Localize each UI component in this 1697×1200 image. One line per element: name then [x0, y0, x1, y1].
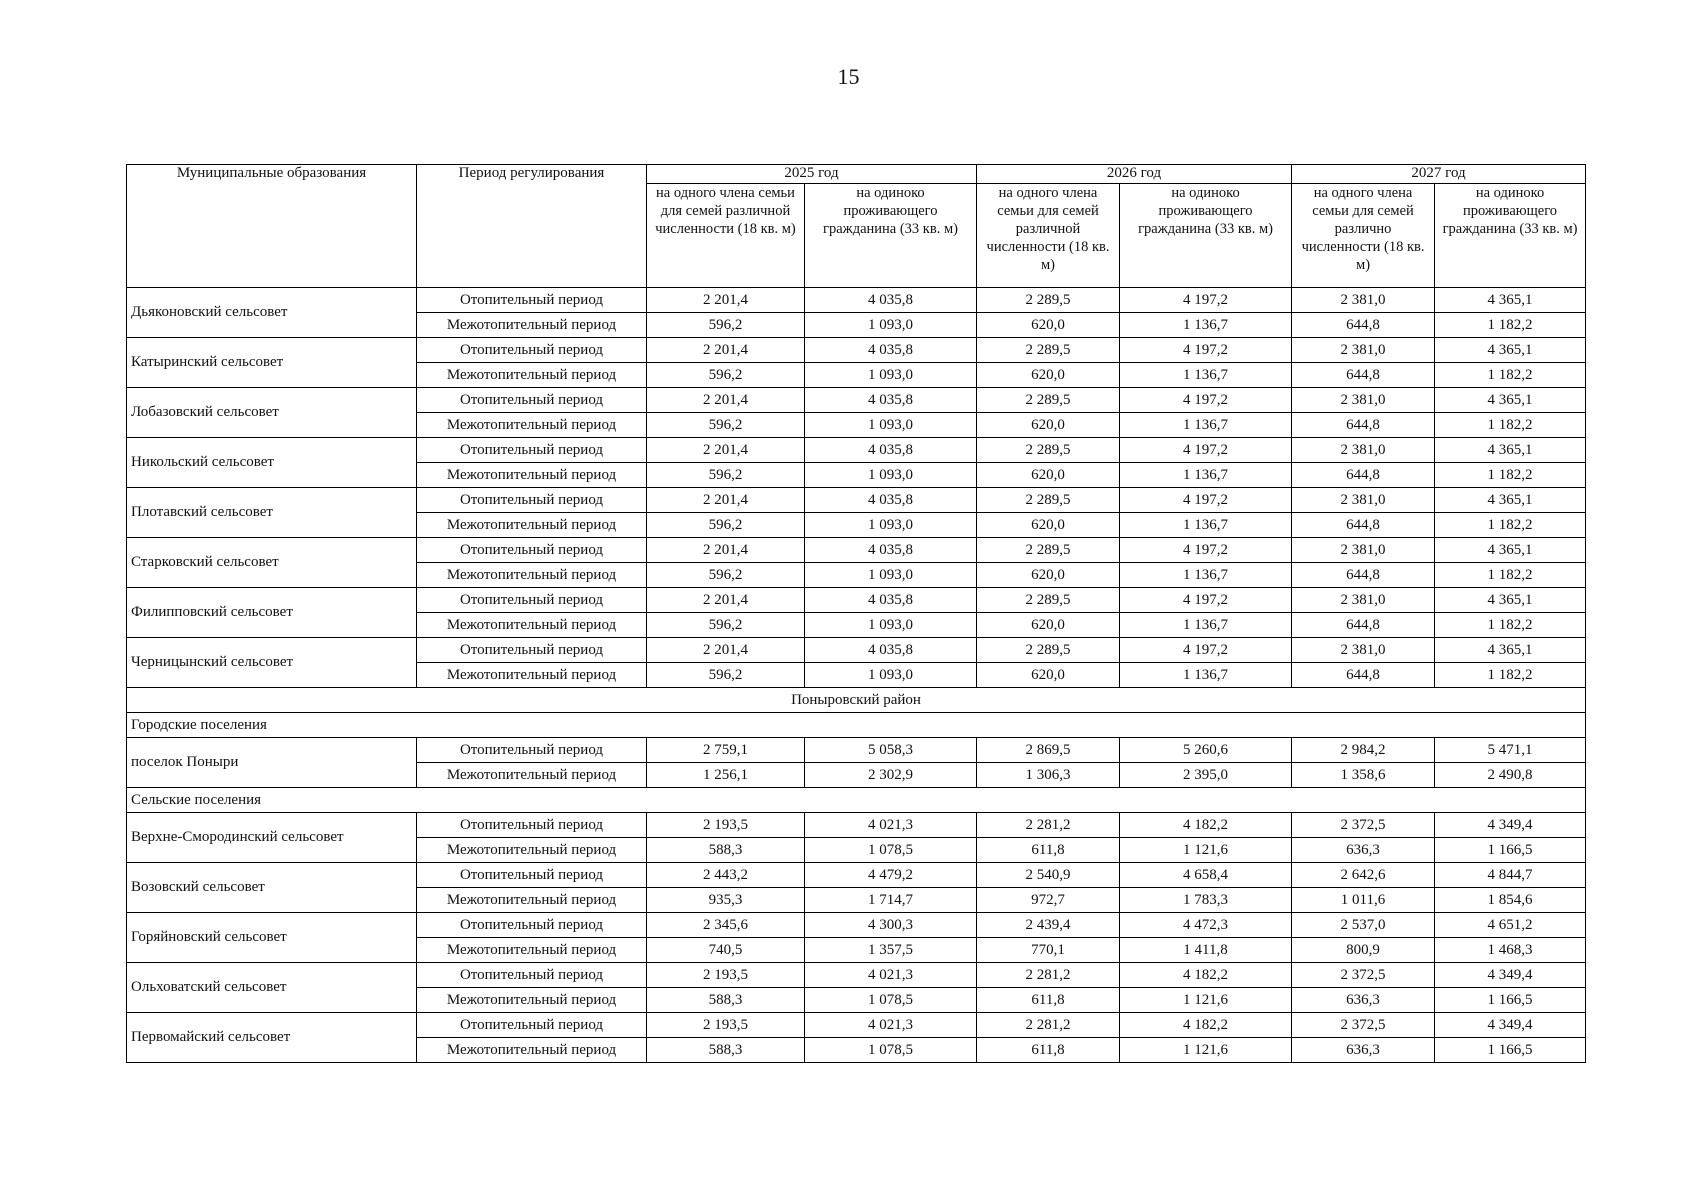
value-cell: 4 365,1 — [1435, 438, 1586, 463]
municipality-name: Катыринский сельсовет — [127, 338, 417, 388]
value-cell: 1 256,1 — [647, 763, 805, 788]
value-cell: 4 182,2 — [1120, 963, 1292, 988]
municipality-name: Дьяконовский сельсовет — [127, 288, 417, 338]
value-cell: 596,2 — [647, 613, 805, 638]
period-label: Межотопительный период — [417, 463, 647, 488]
value-cell: 2 537,0 — [1292, 913, 1435, 938]
section-title: Поныровский район — [127, 688, 1586, 713]
value-cell: 2 289,5 — [977, 438, 1120, 463]
value-cell: 1 078,5 — [805, 838, 977, 863]
value-cell: 4 035,8 — [805, 388, 977, 413]
value-cell: 2 395,0 — [1120, 763, 1292, 788]
value-cell: 4 035,8 — [805, 438, 977, 463]
value-cell: 2 443,2 — [647, 863, 805, 888]
value-cell: 4 365,1 — [1435, 588, 1586, 613]
value-cell: 1 166,5 — [1435, 838, 1586, 863]
value-cell: 4 197,2 — [1120, 338, 1292, 363]
period-label: Межотопительный период — [417, 988, 647, 1013]
value-cell: 644,8 — [1292, 413, 1435, 438]
period-label: Межотопительный период — [417, 613, 647, 638]
value-cell: 596,2 — [647, 563, 805, 588]
value-cell: 4 182,2 — [1120, 813, 1292, 838]
value-cell: 588,3 — [647, 838, 805, 863]
value-cell: 636,3 — [1292, 1038, 1435, 1063]
value-cell: 4 365,1 — [1435, 488, 1586, 513]
value-cell: 1 136,7 — [1120, 313, 1292, 338]
value-cell: 1 136,7 — [1120, 463, 1292, 488]
value-cell: 935,3 — [647, 888, 805, 913]
table-row — [127, 338, 1586, 363]
value-cell: 1 357,5 — [805, 938, 977, 963]
value-cell: 588,3 — [647, 1038, 805, 1063]
value-cell: 740,5 — [647, 938, 805, 963]
period-label: Отопительный период — [417, 338, 647, 363]
value-cell: 2 759,1 — [647, 738, 805, 763]
value-cell: 644,8 — [1292, 463, 1435, 488]
header-sub-single: на одиноко проживающего гражданина (33 кв. м) — [805, 184, 977, 288]
period-label: Межотопительный период — [417, 363, 647, 388]
municipality-name: Плотавский сельсовет — [127, 488, 417, 538]
table-row — [127, 738, 1586, 763]
value-cell: 1 182,2 — [1435, 613, 1586, 638]
value-cell: 2 281,2 — [977, 813, 1120, 838]
value-cell: 1 166,5 — [1435, 988, 1586, 1013]
period-label: Отопительный период — [417, 913, 647, 938]
value-cell: 2 490,8 — [1435, 763, 1586, 788]
value-cell: 2 984,2 — [1292, 738, 1435, 763]
value-cell: 2 281,2 — [977, 1013, 1120, 1038]
period-label: Межотопительный период — [417, 663, 647, 688]
value-cell: 596,2 — [647, 313, 805, 338]
value-cell: 5 058,3 — [805, 738, 977, 763]
value-cell: 636,3 — [1292, 838, 1435, 863]
value-cell: 2 642,6 — [1292, 863, 1435, 888]
value-cell: 4 021,3 — [805, 1013, 977, 1038]
value-cell: 1 854,6 — [1435, 888, 1586, 913]
value-cell: 644,8 — [1292, 663, 1435, 688]
value-cell: 2 381,0 — [1292, 288, 1435, 313]
value-cell: 2 289,5 — [977, 538, 1120, 563]
period-label: Отопительный период — [417, 588, 647, 613]
municipality-name: поселок Поныри — [127, 738, 417, 788]
value-cell: 1 306,3 — [977, 763, 1120, 788]
period-label: Отопительный период — [417, 438, 647, 463]
value-cell: 4 035,8 — [805, 288, 977, 313]
table-row — [127, 638, 1586, 663]
period-label: Отопительный период — [417, 288, 647, 313]
value-cell: 4 349,4 — [1435, 963, 1586, 988]
value-cell: 1 078,5 — [805, 988, 977, 1013]
header-year-2027: 2027 год — [1292, 165, 1586, 184]
value-cell: 1 136,7 — [1120, 363, 1292, 388]
value-cell: 1 078,5 — [805, 1038, 977, 1063]
value-cell: 620,0 — [977, 413, 1120, 438]
value-cell: 620,0 — [977, 663, 1120, 688]
value-cell: 2 289,5 — [977, 288, 1120, 313]
table-row — [127, 588, 1586, 613]
value-cell: 4 349,4 — [1435, 1013, 1586, 1038]
value-cell: 972,7 — [977, 888, 1120, 913]
value-cell: 1 166,5 — [1435, 1038, 1586, 1063]
value-cell: 1 093,0 — [805, 513, 977, 538]
value-cell: 1 182,2 — [1435, 413, 1586, 438]
section-row — [127, 688, 1586, 713]
municipality-name: Старковский сельсовет — [127, 538, 417, 588]
value-cell: 2 289,5 — [977, 488, 1120, 513]
municipality-name: Филипповский сельсовет — [127, 588, 417, 638]
value-cell: 4 035,8 — [805, 638, 977, 663]
value-cell: 4 197,2 — [1120, 288, 1292, 313]
value-cell: 611,8 — [977, 988, 1120, 1013]
value-cell: 2 193,5 — [647, 813, 805, 838]
value-cell: 2 289,5 — [977, 588, 1120, 613]
value-cell: 1 411,8 — [1120, 938, 1292, 963]
period-label: Отопительный период — [417, 538, 647, 563]
value-cell: 2 201,4 — [647, 388, 805, 413]
value-cell: 611,8 — [977, 1038, 1120, 1063]
value-cell: 1 136,7 — [1120, 613, 1292, 638]
municipality-name: Горяйновский сельсовет — [127, 913, 417, 963]
value-cell: 5 471,1 — [1435, 738, 1586, 763]
period-label: Межотопительный период — [417, 763, 647, 788]
period-label: Отопительный период — [417, 813, 647, 838]
value-cell: 4 197,2 — [1120, 538, 1292, 563]
period-label: Отопительный период — [417, 488, 647, 513]
value-cell: 620,0 — [977, 513, 1120, 538]
value-cell: 2 381,0 — [1292, 538, 1435, 563]
period-label: Отопительный период — [417, 1013, 647, 1038]
value-cell: 4 197,2 — [1120, 488, 1292, 513]
value-cell: 644,8 — [1292, 363, 1435, 388]
value-cell: 2 201,4 — [647, 488, 805, 513]
header-sub-family: на одного члена семьи для семей различно численности (18 кв. м) — [1292, 184, 1435, 288]
period-label: Отопительный период — [417, 738, 647, 763]
value-cell: 644,8 — [1292, 513, 1435, 538]
municipality-name: Никольский сельсовет — [127, 438, 417, 488]
value-cell: 4 035,8 — [805, 488, 977, 513]
table-row — [127, 538, 1586, 563]
value-cell: 2 869,5 — [977, 738, 1120, 763]
value-cell: 1 093,0 — [805, 413, 977, 438]
value-cell: 4 651,2 — [1435, 913, 1586, 938]
value-cell: 596,2 — [647, 463, 805, 488]
period-label: Отопительный период — [417, 963, 647, 988]
value-cell: 2 289,5 — [977, 388, 1120, 413]
value-cell: 2 289,5 — [977, 338, 1120, 363]
period-label: Межотопительный период — [417, 888, 647, 913]
value-cell: 4 472,3 — [1120, 913, 1292, 938]
value-cell: 4 658,4 — [1120, 863, 1292, 888]
group-row — [127, 788, 1586, 813]
value-cell: 5 260,6 — [1120, 738, 1292, 763]
value-cell: 1 182,2 — [1435, 313, 1586, 338]
value-cell: 2 345,6 — [647, 913, 805, 938]
value-cell: 1 783,3 — [1120, 888, 1292, 913]
value-cell: 2 381,0 — [1292, 388, 1435, 413]
value-cell: 644,8 — [1292, 563, 1435, 588]
header-period: Период регулирования — [417, 165, 647, 288]
value-cell: 588,3 — [647, 988, 805, 1013]
value-cell: 2 193,5 — [647, 1013, 805, 1038]
value-cell: 4 365,1 — [1435, 338, 1586, 363]
value-cell: 1 182,2 — [1435, 363, 1586, 388]
header-sub-family: на одного члена семьи для семей различной численности (18 кв. м) — [977, 184, 1120, 288]
value-cell: 4 479,2 — [805, 863, 977, 888]
value-cell: 770,1 — [977, 938, 1120, 963]
value-cell: 2 201,4 — [647, 638, 805, 663]
value-cell: 4 035,8 — [805, 538, 977, 563]
period-label: Отопительный период — [417, 638, 647, 663]
value-cell: 1 182,2 — [1435, 513, 1586, 538]
period-label: Межотопительный период — [417, 838, 647, 863]
value-cell: 2 372,5 — [1292, 963, 1435, 988]
value-cell: 611,8 — [977, 838, 1120, 863]
value-cell: 1 093,0 — [805, 613, 977, 638]
value-cell: 4 300,3 — [805, 913, 977, 938]
value-cell: 1 136,7 — [1120, 413, 1292, 438]
value-cell: 1 121,6 — [1120, 838, 1292, 863]
period-label: Межотопительный период — [417, 413, 647, 438]
value-cell: 2 201,4 — [647, 538, 805, 563]
header-sub-single: на одиноко проживающего гражданина (33 кв. м) — [1435, 184, 1586, 288]
value-cell: 1 468,3 — [1435, 938, 1586, 963]
value-cell: 644,8 — [1292, 313, 1435, 338]
group-title: Городские поселения — [127, 713, 1586, 738]
municipality-name: Черницынский сельсовет — [127, 638, 417, 688]
value-cell: 1 358,6 — [1292, 763, 1435, 788]
municipality-name: Лобазовский сельсовет — [127, 388, 417, 438]
value-cell: 1 011,6 — [1292, 888, 1435, 913]
period-label: Отопительный период — [417, 863, 647, 888]
period-label: Межотопительный период — [417, 313, 647, 338]
value-cell: 4 197,2 — [1120, 588, 1292, 613]
value-cell: 596,2 — [647, 413, 805, 438]
value-cell: 596,2 — [647, 663, 805, 688]
value-cell: 1 714,7 — [805, 888, 977, 913]
value-cell: 2 439,4 — [977, 913, 1120, 938]
value-cell: 4 365,1 — [1435, 638, 1586, 663]
header-sub-single: на одиноко проживающего гражданина (33 кв. м) — [1120, 184, 1292, 288]
value-cell: 1 093,0 — [805, 313, 977, 338]
value-cell: 2 540,9 — [977, 863, 1120, 888]
table-row — [127, 813, 1586, 838]
value-cell: 2 201,4 — [647, 288, 805, 313]
group-row — [127, 713, 1586, 738]
value-cell: 620,0 — [977, 463, 1120, 488]
value-cell: 1 093,0 — [805, 663, 977, 688]
value-cell: 620,0 — [977, 313, 1120, 338]
value-cell: 2 201,4 — [647, 588, 805, 613]
municipality-name: Ольховатский сельсовет — [127, 963, 417, 1013]
value-cell: 2 201,4 — [647, 338, 805, 363]
value-cell: 620,0 — [977, 363, 1120, 388]
period-label: Межотопительный период — [417, 938, 647, 963]
tariff-table — [126, 164, 1586, 1063]
value-cell: 4 365,1 — [1435, 388, 1586, 413]
header-year-2026: 2026 год — [977, 165, 1292, 184]
value-cell: 2 381,0 — [1292, 638, 1435, 663]
table-row — [127, 288, 1586, 313]
municipality-name: Верхне-Смородинский сельсовет — [127, 813, 417, 863]
value-cell: 2 372,5 — [1292, 1013, 1435, 1038]
value-cell: 2 381,0 — [1292, 338, 1435, 363]
value-cell: 4 182,2 — [1120, 1013, 1292, 1038]
value-cell: 1 136,7 — [1120, 663, 1292, 688]
value-cell: 2 302,9 — [805, 763, 977, 788]
value-cell: 2 193,5 — [647, 963, 805, 988]
value-cell: 644,8 — [1292, 613, 1435, 638]
value-cell: 620,0 — [977, 613, 1120, 638]
value-cell: 1 136,7 — [1120, 563, 1292, 588]
value-cell: 1 182,2 — [1435, 563, 1586, 588]
page-number: 15 — [837, 64, 860, 89]
municipality-name: Первомайский сельсовет — [127, 1013, 417, 1063]
period-label: Межотопительный период — [417, 513, 647, 538]
value-cell: 4 035,8 — [805, 588, 977, 613]
value-cell: 4 197,2 — [1120, 388, 1292, 413]
period-label: Отопительный период — [417, 388, 647, 413]
period-label: Межотопительный период — [417, 1038, 647, 1063]
value-cell: 596,2 — [647, 363, 805, 388]
value-cell: 4 844,7 — [1435, 863, 1586, 888]
value-cell: 2 381,0 — [1292, 438, 1435, 463]
value-cell: 1 182,2 — [1435, 463, 1586, 488]
value-cell: 4 365,1 — [1435, 288, 1586, 313]
value-cell: 2 381,0 — [1292, 488, 1435, 513]
table-row — [127, 488, 1586, 513]
value-cell: 2 381,0 — [1292, 588, 1435, 613]
value-cell: 4 021,3 — [805, 813, 977, 838]
value-cell: 4 365,1 — [1435, 538, 1586, 563]
value-cell: 4 021,3 — [805, 963, 977, 988]
value-cell: 4 349,4 — [1435, 813, 1586, 838]
value-cell: 1 136,7 — [1120, 513, 1292, 538]
value-cell: 620,0 — [977, 563, 1120, 588]
value-cell: 596,2 — [647, 513, 805, 538]
value-cell: 1 121,6 — [1120, 988, 1292, 1013]
table-row — [127, 863, 1586, 888]
value-cell: 1 182,2 — [1435, 663, 1586, 688]
value-cell: 4 197,2 — [1120, 438, 1292, 463]
table-row — [127, 388, 1586, 413]
value-cell: 2 201,4 — [647, 438, 805, 463]
table-row — [127, 438, 1586, 463]
value-cell: 1 093,0 — [805, 563, 977, 588]
value-cell: 4 197,2 — [1120, 638, 1292, 663]
table-row — [127, 963, 1586, 988]
value-cell: 2 372,5 — [1292, 813, 1435, 838]
value-cell: 1 121,6 — [1120, 1038, 1292, 1063]
table-row — [127, 1013, 1586, 1038]
header-year-2025: 2025 год — [647, 165, 977, 184]
value-cell: 2 289,5 — [977, 638, 1120, 663]
header-municipality: Муниципальные образования — [127, 165, 417, 288]
table-body — [127, 288, 1586, 1063]
value-cell: 1 093,0 — [805, 463, 977, 488]
municipality-name: Возовский сельсовет — [127, 863, 417, 913]
header-sub-family: на одного члена семьи для семей различной численности (18 кв. м) — [647, 184, 805, 288]
group-title: Сельские поселения — [127, 788, 1586, 813]
table-row — [127, 913, 1586, 938]
value-cell: 800,9 — [1292, 938, 1435, 963]
value-cell: 636,3 — [1292, 988, 1435, 1013]
period-label: Межотопительный период — [417, 563, 647, 588]
value-cell: 1 093,0 — [805, 363, 977, 388]
value-cell: 4 035,8 — [805, 338, 977, 363]
value-cell: 2 281,2 — [977, 963, 1120, 988]
